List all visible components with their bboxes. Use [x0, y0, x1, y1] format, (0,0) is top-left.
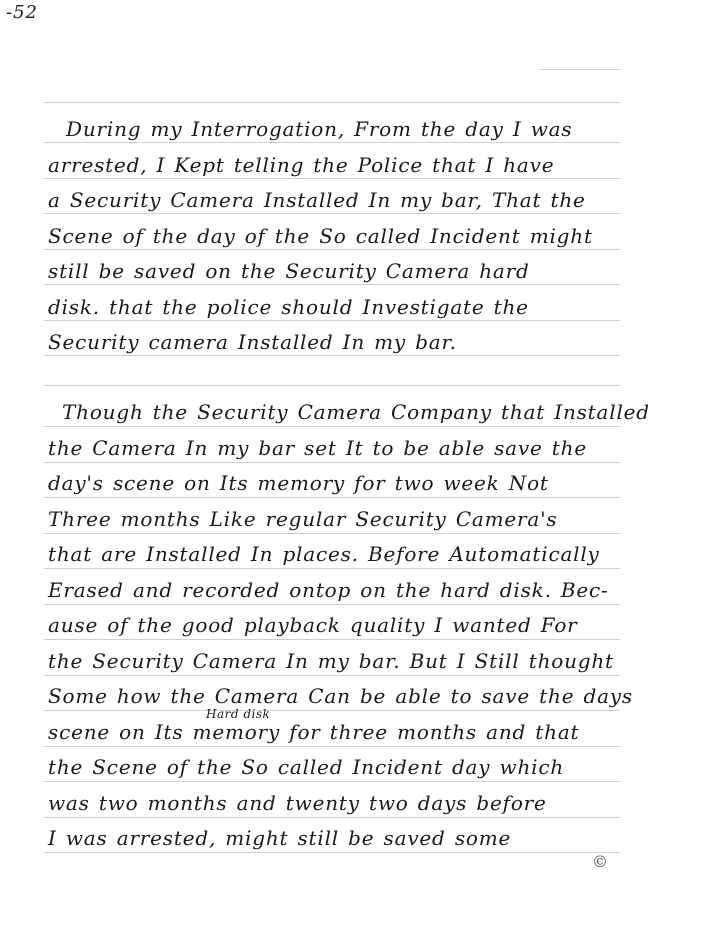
ruled-line — [44, 639, 620, 640]
page-number: -52 — [6, 2, 38, 23]
text-line: the Security Camera In my bar. But I Still thought — [48, 649, 614, 673]
ruled-line — [44, 142, 620, 143]
ruled-line — [44, 284, 620, 285]
text-line: I was arrested, might still be saved some — [48, 826, 512, 850]
ruled-line — [44, 568, 620, 569]
text-line: scene on Its memory for three months and that — [48, 720, 580, 744]
ruled-line — [44, 320, 620, 321]
ruled-line — [44, 852, 620, 853]
text-line: day's scene on Its memory for two week Not — [48, 471, 549, 495]
text-line: Some how the Camera Can be able to save the days — [48, 684, 633, 708]
ruled-line — [44, 533, 620, 534]
text-line: arrested, I Kept telling the Police that I have — [48, 153, 555, 177]
copyright-mark: © — [592, 852, 608, 871]
ruled-line — [44, 178, 620, 179]
text-line: disk. that the police should Investigate the — [48, 295, 529, 319]
ruled-line — [44, 385, 620, 386]
ruled-line — [44, 675, 620, 676]
text-line: Erased and recorded ontop on the hard disk. Bec- — [48, 578, 609, 602]
text-line: Though the Security Camera Company that Installed — [62, 400, 650, 424]
text-line: During my Interrogation, From the day I was — [66, 117, 573, 141]
text-line: that are Installed In places. Before Automatically — [48, 542, 600, 566]
text-line: Three months Like regular Security Camera's — [48, 507, 558, 531]
text-line: Security camera Installed In my bar. — [48, 330, 457, 354]
text-line: the Scene of the So called Incident day which — [48, 755, 565, 779]
insertion-note: Hard disk — [206, 707, 271, 721]
ruled-line — [44, 817, 620, 818]
ruled-line — [44, 781, 620, 782]
ruled-line — [44, 249, 620, 250]
ruled-line — [44, 604, 620, 605]
ruled-line — [44, 497, 620, 498]
text-line: was two months and twenty two days before — [48, 791, 547, 815]
text-line: the Camera In my bar set It to be able save the — [48, 436, 587, 460]
ruled-line — [44, 746, 620, 747]
ruled-line — [44, 710, 620, 711]
ruled-line — [44, 426, 620, 427]
text-line: a Security Camera Installed In my bar, That the — [48, 188, 586, 212]
ruled-line — [44, 213, 620, 214]
ruled-line — [44, 102, 620, 103]
text-line: ause of the good playback quality I wanted For — [48, 613, 578, 637]
ruled-line — [44, 355, 620, 356]
text-line: Scene of the day of the So called Incident might — [48, 224, 593, 248]
text-line: still be saved on the Security Camera hard — [48, 259, 530, 283]
ruled-line — [44, 462, 620, 463]
ruled-line — [540, 69, 620, 70]
